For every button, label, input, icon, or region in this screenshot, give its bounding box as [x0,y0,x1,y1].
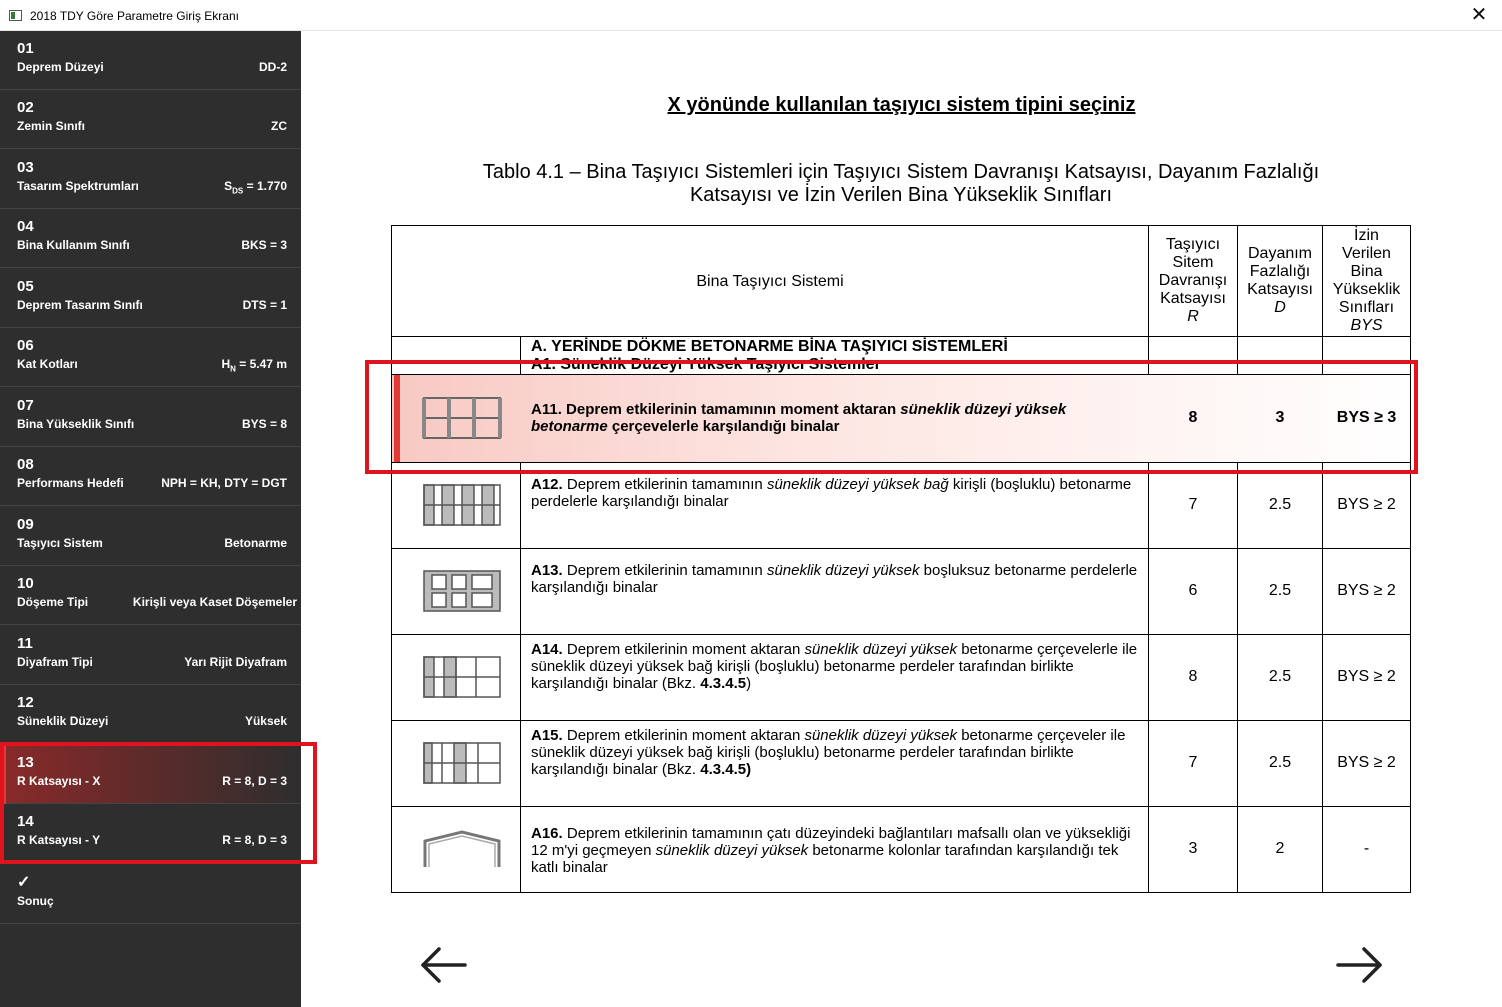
step-label: Bina Kullanım Sınıfı [17,238,130,252]
step-label: Tasarım Spektrumları [17,179,139,193]
step-value: R = 8, D = 3 [222,833,287,847]
step-number: 05 [17,278,34,295]
step-number: 04 [17,218,34,235]
step-value: Betonarme [224,536,287,550]
sidebar-step-06[interactable] [0,328,301,387]
step-number: 07 [17,397,34,414]
sidebar-step-01[interactable] [0,31,301,90]
step-number: 13 [17,754,34,771]
step-label: Zemin Sınıfı [17,119,86,133]
step-value: DTS = 1 [242,298,287,312]
step-label: Diyafram Tipi [17,655,93,669]
step-number: 01 [17,40,34,57]
step-label: Bina Yükseklik Sınıfı [17,417,135,431]
system-row-a12[interactable] [392,463,1410,548]
step-value: $H_N = 5.47$ m [221,357,287,374]
step-value: ZC [271,119,287,133]
step-number: 02 [17,99,34,116]
header-bys: İzin Verilen Bina Yükseklik Sınıfları BYS [1332,227,1401,334]
step-label: Süneklik Düzeyi [17,714,109,728]
step-value: BYS = 8 [241,417,287,431]
step-value: $S_{DS} = 1.770$ [224,179,287,196]
step-value: Kirişli veya Kaset Döşemeler [132,595,297,609]
sidebar-step-05[interactable] [0,269,301,328]
moment-frame-icon [422,396,502,440]
system-row-a14[interactable] [392,635,1410,720]
step-value: DD-2 [258,60,287,74]
row-bys-value: - [1363,840,1370,857]
frame-solid-wall-icon [422,741,502,785]
row-d-value: 2.5 [1268,496,1292,513]
step-label: Taşıyıcı Sistem [17,536,103,550]
title-bar [0,0,1502,31]
step-label: Deprem Tasarım Sınıfı [17,298,143,312]
row-description: A14. Deprem etkilerinin moment aktaran süneklik düzeyi yüksek betonarme çerçevelerle ile süneklik düzeyi yüksek bağ kirişli (boşluklu) betonarme perdeler tarafından birlikte karşılandığı binalar (Bkz. 4.3.4.5) [531,641,1138,692]
close-icon[interactable]: ✕ [1470,4,1488,26]
sidebar [0,31,301,1007]
forward-arrow-icon[interactable] [1334,940,1384,990]
section-a-title: A. YERİNDE DÖKME BETONARME BİNA TAŞIYICI SİSTEMLERİ [531,338,1008,355]
sidebar-step-13[interactable] [0,745,301,804]
step-number: 12 [17,694,34,711]
section-a1-title: A1. Süneklik Düzeyi Yüksek Taşıyıcı Sistemler [531,356,881,373]
row-r-value: 6 [1188,582,1198,599]
step-value: NPH = KH, DTY = DGT [161,476,287,490]
step-label: Deprem Düzeyi [17,60,104,74]
header-r: Taşıyıcı Sitem Davranışı Katsayısı R [1158,236,1228,325]
sidebar-step-04[interactable] [0,209,301,268]
step-value: BKS = 3 [241,238,287,252]
row-description: A12. Deprem etkilerinin tamamının süneklik düzeyi yüksek bağ kirişli (boşluklu) betonarme perdelerle karşılandığı binalar [531,476,1132,510]
step-label: R Katsayısı - Y [17,833,101,847]
row-r-value: 8 [1188,409,1198,426]
single-storey-frame-icon [422,829,502,869]
row-description: A16. Deprem etkilerinin tamamının çatı düzeyindeki bağlantıları mafsallı olan ve yüksekliği 12 m'yi geçmeyen süneklik düzeyi yüksek betonarme kolonlar tarafından karşılandığı tek katlı binalar [531,825,1131,876]
system-row-a13[interactable] [392,549,1410,634]
row-description: A11. Deprem etkilerinin tamamının moment aktaran süneklik düzeyi yüksek betonarme çerçevelerle karşılandığı binalar [531,401,1067,435]
system-row-a11[interactable] [392,375,1410,462]
step-number: 14 [17,813,34,830]
sidebar-step-14[interactable] [0,804,301,863]
step-value: Yüksek [244,714,287,728]
window-title: 2018 TDY Göre Parametre Giriş Ekranı [30,9,239,23]
step-label: Sonuç [17,894,54,908]
solid-wall-icon [422,569,502,613]
step-number: 08 [17,456,34,473]
checkmark-icon: ✓ [17,874,31,891]
step-label: Döşeme Tipi [17,595,89,609]
step-number: 03 [17,159,34,176]
row-r-value: 8 [1188,668,1198,685]
step-label: R Katsayısı - X [17,774,101,788]
sidebar-step-07[interactable] [0,388,301,447]
app-icon [9,10,22,21]
step-value: Yarı Rijit Diyafram [184,655,287,669]
sidebar-step-03[interactable] [0,150,301,209]
row-d-value: 2.5 [1268,668,1292,685]
row-d-value: 2 [1275,840,1285,857]
header-system: Bina Taşıyıcı Sistemi [696,273,844,290]
row-bys-value: BYS ≥ 2 [1337,582,1396,599]
step-label: Kat Kotları [17,357,78,371]
row-bys-value: BYS ≥ 2 [1337,668,1396,685]
row-d-value: 3 [1275,409,1285,426]
back-arrow-icon[interactable] [419,940,469,990]
page-title: X yönünde kullanılan taşıyıcı sistem tipini seçiniz [667,94,1136,116]
row-r-value: 7 [1188,754,1198,771]
sidebar-step-02[interactable] [0,90,301,149]
row-bys-value: BYS ≥ 3 [1336,409,1397,426]
step-label: Performans Hedefi [17,476,124,490]
row-bys-value: BYS ≥ 2 [1337,496,1396,513]
step-number: 06 [17,337,34,354]
frame-wall-icon [422,655,502,699]
row-r-value: 3 [1188,840,1198,857]
row-description: A13. Deprem etkilerinin tamamının süneklik düzeyi yüksek boşluksuz betonarme perdelerle karşılandığı binalar [531,562,1138,596]
row-r-value: 7 [1188,496,1198,513]
step-value: R = 8, D = 3 [222,774,287,788]
row-d-value: 2.5 [1268,754,1292,771]
system-table [391,225,1411,893]
sidebar-step-10[interactable] [0,566,301,625]
sidebar-step-08[interactable] [0,447,301,506]
step-number: 11 [17,635,33,652]
sidebar-step-09[interactable] [0,507,301,566]
row-description: A15. Deprem etkilerinin moment aktaran süneklik düzeyi yüksek betonarme çerçeveler ile süneklik düzeyi yüksek bağ kirişli (boşluklu) betonarme perdeler tarafından birlikte karşılandığı binalar (Bkz. 4.3.4.5) [531,727,1126,778]
header-d: Dayanım Fazlalığı Katsayısı D [1247,245,1313,316]
sidebar-step-result[interactable] [0,864,301,924]
coupled-wall-icon [422,483,502,527]
step-number: 10 [17,575,34,592]
sidebar-step-11[interactable] [0,626,301,685]
row-bys-value: BYS ≥ 2 [1337,754,1396,771]
step-number: 09 [17,516,34,533]
system-row-a16[interactable] [392,807,1410,893]
table-title: Tablo 4.1 – Bina Taşıyıcı Sistemleri için Taşıyıcı Sistem Davranışı Katsayısı, Dayanım Fazlalığı Katsayısı ve İzin Verilen Bina Yükseklik Sınıfları [482,161,1320,206]
sidebar-step-12[interactable] [0,685,301,744]
system-row-a15[interactable] [392,721,1410,806]
row-d-value: 2.5 [1268,582,1292,599]
